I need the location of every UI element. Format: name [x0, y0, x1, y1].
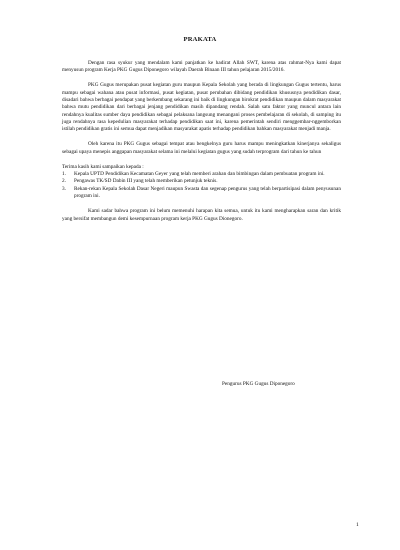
list-item-number: 1. [62, 170, 66, 177]
list-item-text: Rekan-rekan Kepala Sekolah Dasar Negeri maupun Swasta dan segenap pengurus yang telah berpartisipasi dalam penyusunan program ini. [74, 185, 341, 199]
list-item-text: Kepala UPTD Pendidikan Kecamatan Geyer yang telah memberi arahan dan bimbingan dalam pembuatan program ini. [74, 170, 325, 177]
document-body [62, 60, 341, 231]
page-number: 1 [356, 522, 359, 528]
thanks-intro: Terima kasih kami sampaikan kepada : [62, 163, 144, 170]
paragraph-closing: Kami sadar bahwa program ini belum memenuhi harapan kita semua, untuk itu kami mengharapkan saran dan kritik yang bersifat membangun demi kesempurnaan program kerja PKG Gugus Dionegoro. [62, 208, 341, 222]
page-title: PRAKATA [183, 36, 217, 43]
paragraph-background: PKG Gugus merupakan pusat kegiatan guru maupun Kepala Sekolah yang berada di lingkungan Gugus tertentu, harus mampu sebagai wahana atau pusat informasi, pusat kegiatan, pusat perubahan dibidang pendidikan khususnya pendidikan dasar, disadari bahwa berbagai pendapat yang berkembang sekarang ini baik di lingkungan birokrat pendidikan maupun dalam masyarakat bahwa mutu pendidikan dari berbagai jenjang pendidikan masih dipandang rendah. Salah satu faktor yang muncul antara lain rendahnya kualitas sumber daya pendidikan sebagai pelaksana langsung menangani proses pembelajaran di sekolah, di samping itu juga rendahnya rasa kepedulian masyarakat terhadap pendidikan saat ini, karena pemerintah sendiri menggembar-nggemborkan istilah pendidikan gratis ini semua dapat menjadikan masyarakat apatis terhadap pendidikan bahkan masyarakat menjadi manja. [62, 82, 341, 133]
list-item-number: 3. [62, 185, 66, 192]
list-item [62, 171, 341, 178]
thanks-list [62, 171, 341, 200]
list-item [62, 186, 341, 201]
signature-line: Pengurus PKG Gugus Diponegoro [222, 381, 295, 387]
list-item-text: Pengawas TK/SD Dabin III yang telah memberikan petunjuk teknis. [74, 178, 218, 185]
list-item [62, 178, 341, 185]
paragraph-purpose: Oleh karena itu PKG Gugus sebagai tempat atau bengkelnya guru harus mampu meningkatkan kinerjanya sekaligus sebagai upaya menepis anggapan masyarakat selama ini melalui kegiatan gugus yang sudah terprogram dari tahun ke tahun [62, 141, 341, 155]
paragraph-opening: Dengan rasa syukur yang mendalam kami panjatkan ke hadirat Allah SWT, karena atas rahmat-Nya kami dapat menyusun program Kerja PKG Gugus Diponegoro wilayah Daerah Binaan III tahun pelajaran 2015/2016. [62, 60, 341, 74]
list-item-number: 2. [62, 178, 66, 185]
